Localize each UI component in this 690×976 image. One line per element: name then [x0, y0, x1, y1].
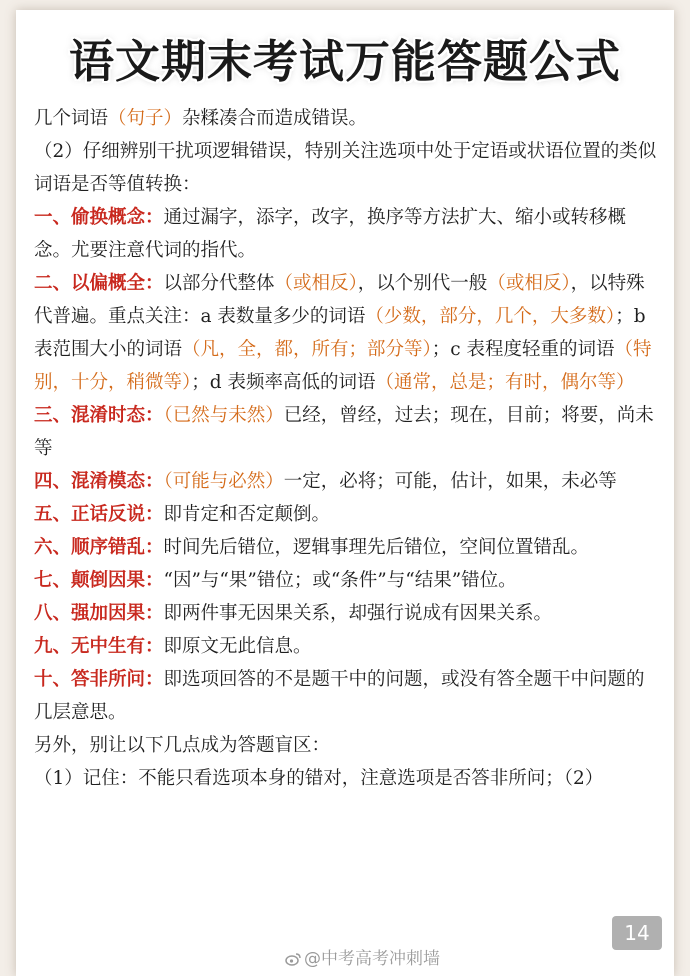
emphasis-text: （通常，总是；有时，偶尔等）	[375, 372, 635, 393]
list-item-9	[34, 630, 662, 663]
item-text: 即选项回答的不是题干中的问题，或没有答全题干中问题的几层意思。	[34, 669, 645, 723]
list-item-4	[34, 465, 662, 498]
list-item-8	[34, 597, 662, 630]
item-text: 即两件事无因果关系，却强行说成有因果关系。	[163, 603, 553, 624]
emphasis-text: （或相反）	[274, 273, 358, 294]
item-text: ；d 表频率高低的词语	[191, 372, 376, 393]
item-heading: 九、无中生有：	[34, 636, 164, 657]
item-heading: 四、混淆模态：	[34, 471, 164, 492]
emphasis-text: （少数，部分，几个，大多数）	[365, 306, 616, 327]
list-item-7	[34, 564, 662, 597]
list-item-10	[34, 663, 662, 729]
item-text: ；c 表程度轻重的词语	[431, 339, 615, 360]
item-text: 以部分代整体	[163, 273, 275, 294]
item-text: 即肯定和否定颠倒。	[163, 504, 331, 525]
text: 几个词语	[34, 108, 109, 129]
list-item-1	[34, 201, 662, 267]
item-heading: 五、正话反说：	[34, 504, 164, 525]
item-heading: 十、答非所问：	[34, 669, 164, 690]
item-text: 通过漏字，添字，改字，换序等方法扩大、缩小或转移概念。尤要注意代词的指代。	[34, 207, 627, 261]
text: 杂糅凑合而造成错误。	[182, 108, 368, 129]
list-item-3	[34, 399, 662, 465]
item-heading: 一、偷换概念：	[34, 207, 164, 228]
text: （1）记住：不能只看选项本身的错对，注意选项是否答非所问；（2）	[34, 768, 604, 789]
list-item-6	[34, 531, 662, 564]
emphasis-text: （凡，全，都，所有；部分等）	[182, 339, 432, 360]
text: 另外，别让以下几点成为答题盲区：	[34, 735, 331, 756]
item-text: 时间先后错位，逻辑事理先后错位，空间位置错乱。	[163, 537, 590, 558]
list-item-5	[34, 498, 662, 531]
item-text: ，以特殊代普遍。重点关注：a 表数量多少的词语	[34, 273, 645, 327]
weibo-logo-icon	[285, 952, 301, 966]
item-heading: 七、颠倒因果：	[34, 570, 164, 591]
watermark-text: @中考高考冲刺墙	[304, 949, 440, 969]
page-title: 语文期末考试万能答题公式	[68, 35, 621, 88]
paragraph-intro	[34, 102, 662, 135]
paragraph-blind-spots	[34, 729, 662, 762]
item-heading: 二、以偏概全：	[34, 273, 164, 294]
page-number-badge: 14	[612, 916, 662, 950]
emphasis-text: （已然与未然）	[163, 405, 284, 426]
emphasis-text: （或相反）	[487, 273, 571, 294]
paragraph-tips	[34, 762, 662, 795]
document-page	[16, 10, 674, 976]
emphasis-text: （特别，十分，稍微等）	[34, 339, 652, 393]
item-heading: 六、顺序错乱：	[34, 537, 164, 558]
emphasis-text: （可能与必然）	[163, 471, 284, 492]
paragraph-step-2	[34, 135, 662, 201]
emphasis-text: （句子）	[108, 108, 183, 129]
text: （2）仔细辨别干扰项逻辑错误，特别关注选项中处于定语或状语位置的类似词语是否等值转换：	[34, 141, 657, 195]
item-text: 即原文无此信息。	[163, 636, 312, 657]
watermark	[285, 946, 440, 972]
list-item-2	[34, 267, 662, 399]
item-text: 已经，曾经，过去；现在，目前；将要，尚未等	[34, 405, 654, 459]
item-heading: 八、强加因果：	[34, 603, 164, 624]
document-body	[34, 102, 662, 795]
item-text: ，以个别代一般	[357, 273, 488, 294]
item-heading: 三、混淆时态：	[34, 405, 164, 426]
item-text: ；b 表范围大小的词语	[34, 306, 646, 360]
item-text: 一定，必将；可能，估计，如果，未必等	[283, 471, 617, 492]
item-text: “因”与“果”错位；或“条件”与“结果”错位。	[163, 570, 517, 591]
